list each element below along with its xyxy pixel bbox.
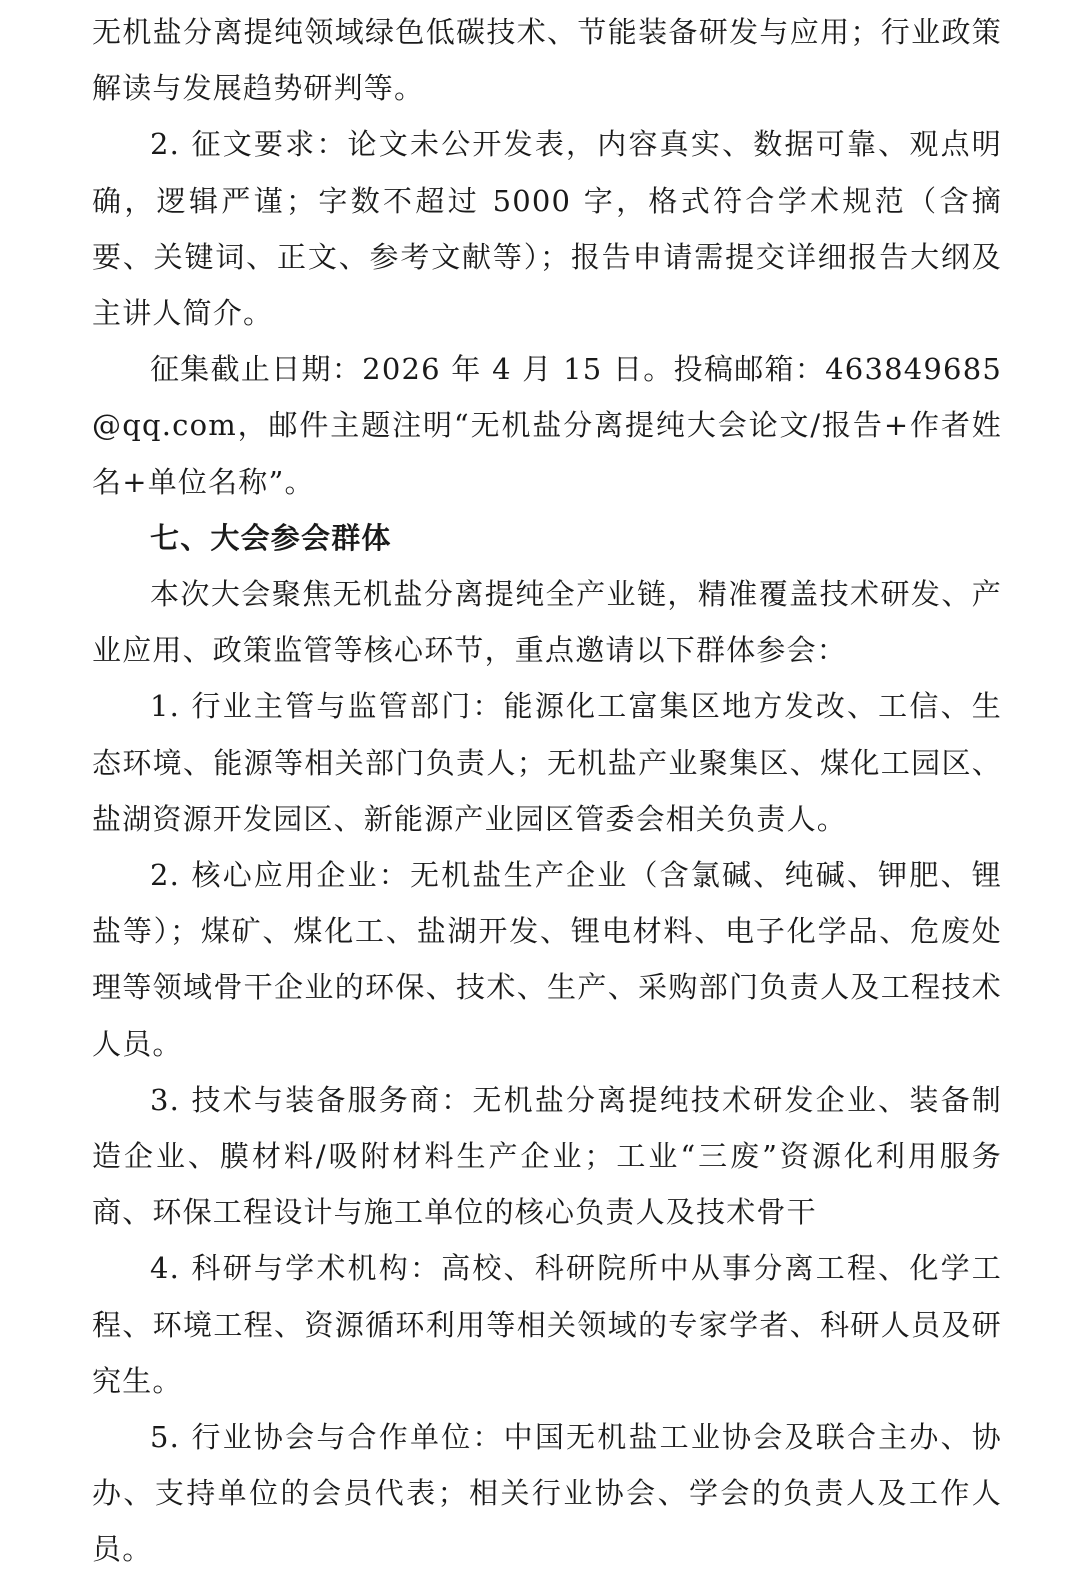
attendee-group-suppliers: 3. 技术与装备服务商：无机盐分离提纯技术研发企业、装备制造企业、膜材料/吸附材料生产企业；工业“三废”资源化利用服务商、环保工程设计与施工单位的核心负责人及技术骨干 [92, 1082, 1002, 1230]
section-heading-attendees: 七、大会参会群体 [150, 520, 392, 555]
attendee-group-enterprises: 2. 核心应用企业：无机盐生产企业（含氯碱、纯碱、钾肥、锂盐等）；煤矿、煤化工、盐湖开发、锂电材料、电子化学品、危废处理等领域骨干企业的环保、技术、生产、采购部门负责人及工程技术人员。 [92, 858, 1002, 1061]
submission-deadline-paragraph: 征集截止日期：2026 年 4 月 15 日。投稿邮箱：463849685@qq.com，邮件主题注明“无机盐分离提纯大会论文/报告+作者姓名+单位名称”。 [92, 352, 1002, 499]
attendees-intro-paragraph: 本次大会聚焦无机盐分离提纯全产业链，精准覆盖技术研发、产业应用、政策监管等核心环节，重点邀请以下群体参会： [92, 577, 1002, 668]
submission-requirements-paragraph: 2. 征文要求：论文未公开发表，内容真实、数据可靠、观点明确，逻辑严谨；字数不超过 5000 字，格式符合学术规范（含摘要、关键词、正文、参考文献等）；报告申请需提交详细报告大纲及主讲人简介。 [92, 127, 1002, 331]
attendee-group-associations: 5. 行业协会与合作单位：中国无机盐工业协会及联合主办、协办、支持单位的会员代表；相关行业协会、学会的负责人及工作人员。 [92, 1420, 1002, 1567]
topics-continuation-paragraph: 无机盐分离提纯领域绿色低碳技术、节能装备研发与应用；行业政策解读与发展趋势研判等。 [92, 15, 1002, 106]
attendee-group-research: 4. 科研与学术机构：高校、科研院所中从事分离工程、化学工程、环境工程、资源循环利用等相关领域的专家学者、科研人员及研究生。 [92, 1251, 1002, 1398]
attendee-group-regulators: 1. 行业主管与监管部门：能源化工富集区地方发改、工信、生态环境、能源等相关部门负责人；无机盐产业聚集区、煤化工园区、盐湖资源开发园区、新能源产业园区管委会相关负责人。 [92, 689, 1002, 836]
